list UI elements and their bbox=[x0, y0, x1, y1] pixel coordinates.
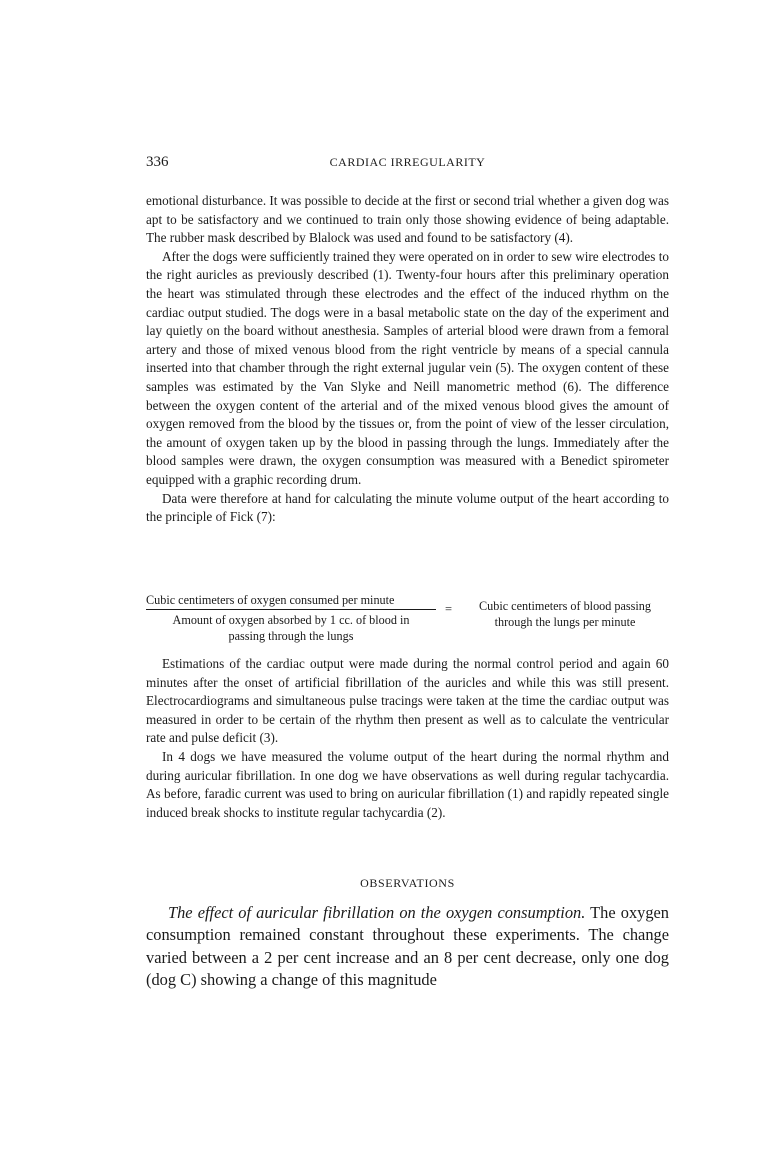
paragraph-4: Estimations of the cardiac output were made during the normal control period and again 60 minutes after the onset of artificial fibrillation of the auricles and while this was still present. Electrocardiograms and simultaneous pulse tracings were taken at the time the cardiac output was measured in order to be certain of the rhythm then present as well as to calculate the ventricular rate and pulse deficit (3). bbox=[146, 656, 669, 746]
paragraph-3: Data were therefore at hand for calculating the minute volume output of the heart according to the principle of Fick (7): bbox=[146, 490, 669, 525]
formula-result-line-1: Cubic centimeters of blood passing bbox=[479, 599, 651, 613]
paragraph-5: In 4 dogs we have measured the volume output of the heart during the normal rhythm and during auricular fibrillation. In one dog we have observations as well during regular tachycardia. As before, faradic current was used to bring on auricular fibrillation (1) and rapidly repeated single induced break shocks to institute regular tachycardia (2). bbox=[146, 748, 669, 820]
formula-denominator-line-2: passing through the lungs bbox=[228, 629, 354, 643]
formula-result bbox=[458, 599, 672, 630]
paragraph-2: After the dogs were sufficiently trained they were operated on in order to sew wire electrodes to the right auricles as previously described (1). Twenty-four hours after this preliminary operation the heart was stimulated through these electrodes and the effect of the induced rhythm on the cardiac output studied. The dogs were in a basal metabolic state on the day of the experiment and lay quietly on the board without anesthesia. Samples of arterial blood were drawn from a femoral artery and those of mixed venous blood from the right ventricle by means of a special cannula inserted into that chamber through the right external jugular vein (5). The oxygen content of these samples was estimated by the Van Slyke and Neill manometric method (6). The difference between the oxygen content of the arterial and of the mixed venous blood gives the amount of oxygen removed from the blood by the tissues or, from the point of view of the lesser circulation, the amount of oxygen taken up by the blood in passing through the lungs. Immediately after the blood samples were drawn, the oxygen consumption was measured with a Benedict spirometer equipped with a graphic recording drum. bbox=[146, 248, 669, 487]
fick-formula bbox=[146, 593, 669, 643]
formula-fraction bbox=[146, 593, 436, 644]
body-text-upper bbox=[146, 192, 669, 527]
formula-result-line-2: through the lungs per minute bbox=[494, 614, 636, 629]
formula-denominator bbox=[146, 610, 436, 644]
observations-text bbox=[146, 902, 669, 992]
observations-paragraph bbox=[146, 902, 669, 992]
section-heading: OBSERVATIONS bbox=[360, 876, 455, 890]
observations-body: The oxygen consumption remained constant throughout these experiments. The change varied between a 2 per cent increase and an 8 per cent decrease, only one dog (dog C) showing a change of this magnitude bbox=[146, 903, 669, 990]
page-number: 336 bbox=[146, 154, 169, 170]
formula-denominator-line-1: Amount of oxygen absorbed by 1 cc. of blood in bbox=[172, 613, 410, 627]
body-text-lower bbox=[146, 655, 669, 822]
paragraph-1: emotional disturbance. It was possible to decide at the first or second trial whether a given dog was apt to be satisfactory and we continued to train only those showing evidence of being adaptable. The rubber mask described by Blalock was used and found to be satisfactory (4). bbox=[146, 193, 669, 246]
running-head bbox=[146, 154, 669, 174]
formula-equals-sign: = bbox=[445, 602, 453, 616]
observations-italic-lead: The effect of auricular fibrillation on the oxygen consumption. bbox=[168, 903, 586, 922]
formula-numerator: Cubic centimeters of oxygen consumed per minute bbox=[146, 593, 436, 610]
running-title: CARDIAC IRREGULARITY bbox=[329, 155, 486, 169]
